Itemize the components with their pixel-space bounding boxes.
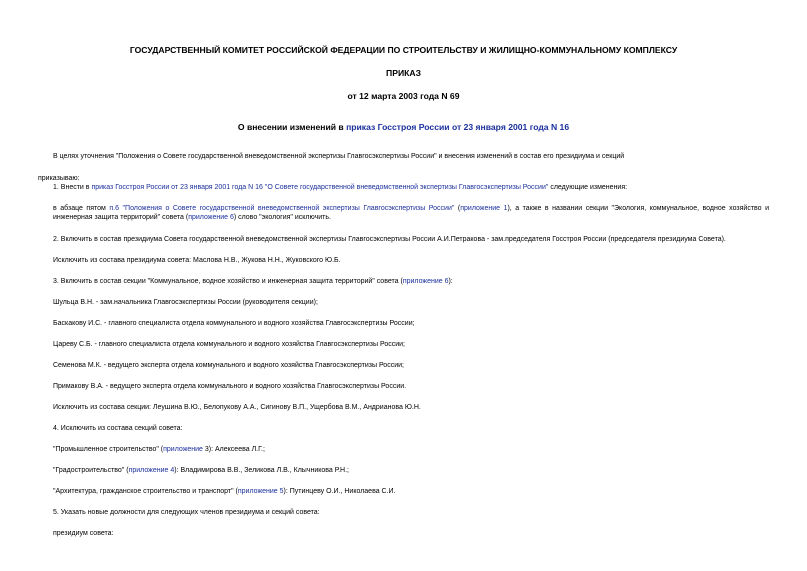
exclude-section-paragraph: Исключить из состава секции: Леушина В.Ю., Белопукову А.А., Сигинову В.П., Ущербова В.М., Андрианова Ю.Н. bbox=[53, 404, 421, 411]
person-shultsa: Шульца В.Н. - зам.начальника Главгосэкспертизы России (руководителя секции); bbox=[53, 299, 318, 306]
committee-heading: ГОСУДАРСТВЕННЫЙ КОМИТЕТ РОССИЙСКОЙ ФЕДЕРАЦИИ ПО СТРОИТЕЛЬСТВУ И ЖИЛИЩНО-КОММУНАЛЬНОМУ КОМПЛЕКСУ bbox=[129, 45, 678, 55]
section-industrial: "Промышленное строительство" (приложение 3): Алексеева Л.Г.; bbox=[53, 446, 265, 453]
item-5-paragraph: 5. Указать новые должности для следующих членов президиума и секций совета: bbox=[53, 509, 320, 516]
section-urban: "Градостроительство" (приложение 4): Владимирова В.В., Зеликова Л.В., Клычникова Р.Н.; bbox=[53, 467, 350, 474]
regulation-link[interactable]: "Положения о Совете государственной вневедомственной экспертизы Главгосэкспертизы России" bbox=[122, 205, 455, 212]
item-1-suffix: следующие изменения: bbox=[548, 184, 628, 191]
appendix-6-link[interactable]: приложение 6 bbox=[188, 214, 234, 221]
person-tsarevu: Цареву С.Б. - главного специалиста отдела коммунального и водного хозяйства Главгосэкспертизы России; bbox=[53, 341, 405, 348]
document-type-heading: ПРИКАЗ bbox=[386, 68, 421, 78]
item-4-paragraph: 4. Исключить из состава секций совета: bbox=[53, 425, 183, 432]
exclude-presidium-paragraph: Исключить из состава президиума совета: Маслова Н.В., Жукова Н.Н., Жуковского Ю.Б. bbox=[53, 257, 341, 264]
appendix-4-link[interactable]: приложение 4 bbox=[128, 467, 175, 474]
intro-paragraph: В целях уточнения "Положения о Совете государственной вневедомственной экспертизы Главгосэкспертизы России" и внесения изменений в состав его президиума и секций bbox=[53, 153, 625, 160]
person-semenova: Семенова М.К. - ведущего эксперта отдела коммунального и водного хозяйства Главгосэкспертизы России; bbox=[53, 362, 404, 369]
appendix-6-link-2[interactable]: приложение 6 bbox=[402, 278, 449, 285]
item-1-detail-paragraph: в абзаце пятом п.6 "Положения о Совете государственной вневедомственной экспертизы Главгосэкспертизы России" (приложение 1), а также в названии секции "Экология, коммунальное, водное хозяйство и инженерная защита территорий" совета (приложение 6) слово "экология" исключить. bbox=[53, 205, 769, 221]
appendix-1-link[interactable]: приложение 1 bbox=[460, 205, 508, 212]
item-1-paragraph bbox=[53, 183, 627, 192]
date-number-heading: от 12 марта 2003 года N 69 bbox=[347, 91, 460, 101]
title-prefix: О внесении изменений в bbox=[237, 122, 347, 132]
clause-6-link[interactable]: п.6 bbox=[109, 205, 120, 212]
section-architecture: "Архитектура, гражданское строительство и транспорт" (приложение 5): Путинцеву О.И., Николаева С.И. bbox=[53, 488, 396, 495]
person-primakovu: Примакову В.А. - ведущего эксперта отдела коммунального и водного хозяйства Главгосэкспертизы России. bbox=[53, 383, 407, 390]
appendix-5-link[interactable]: приложение 5 bbox=[237, 488, 284, 495]
appendix-3-link[interactable]: приложение bbox=[163, 446, 203, 453]
presidium-label: президиум совета: bbox=[53, 530, 114, 537]
document-title bbox=[0, 122, 807, 133]
item-1-prefix: 1. Внести в bbox=[53, 184, 92, 191]
person-baskakovu: Баскакову И.С. - главного специалиста отдела коммунального и водного хозяйства Главгосэкспертизы России; bbox=[53, 320, 415, 327]
title-order-link[interactable]: приказ Госстроя России от 23 января 2001 года N 16 bbox=[346, 122, 570, 132]
council-regulation-link[interactable]: "О Совете государственной вневедомственной экспертизы Главгосэкспертизы России" bbox=[264, 184, 549, 191]
order-16-link[interactable]: приказ Госстроя России от 23 января 2001 года N 16 bbox=[91, 184, 263, 191]
order-verb: приказываю: bbox=[38, 175, 80, 182]
item-3-paragraph: 3. Включить в состав секции "Коммунальное, водное хозяйство и инженерная защита территорий" совета (приложение 6): bbox=[53, 278, 453, 285]
item-2-paragraph: 2. Включить в состав президиума Совета государственной вневедомственной экспертизы Главгосэкспертизы России А.И.Петракова - зам.председателя Госстроя России (председателя президиума Совета). bbox=[53, 236, 726, 243]
